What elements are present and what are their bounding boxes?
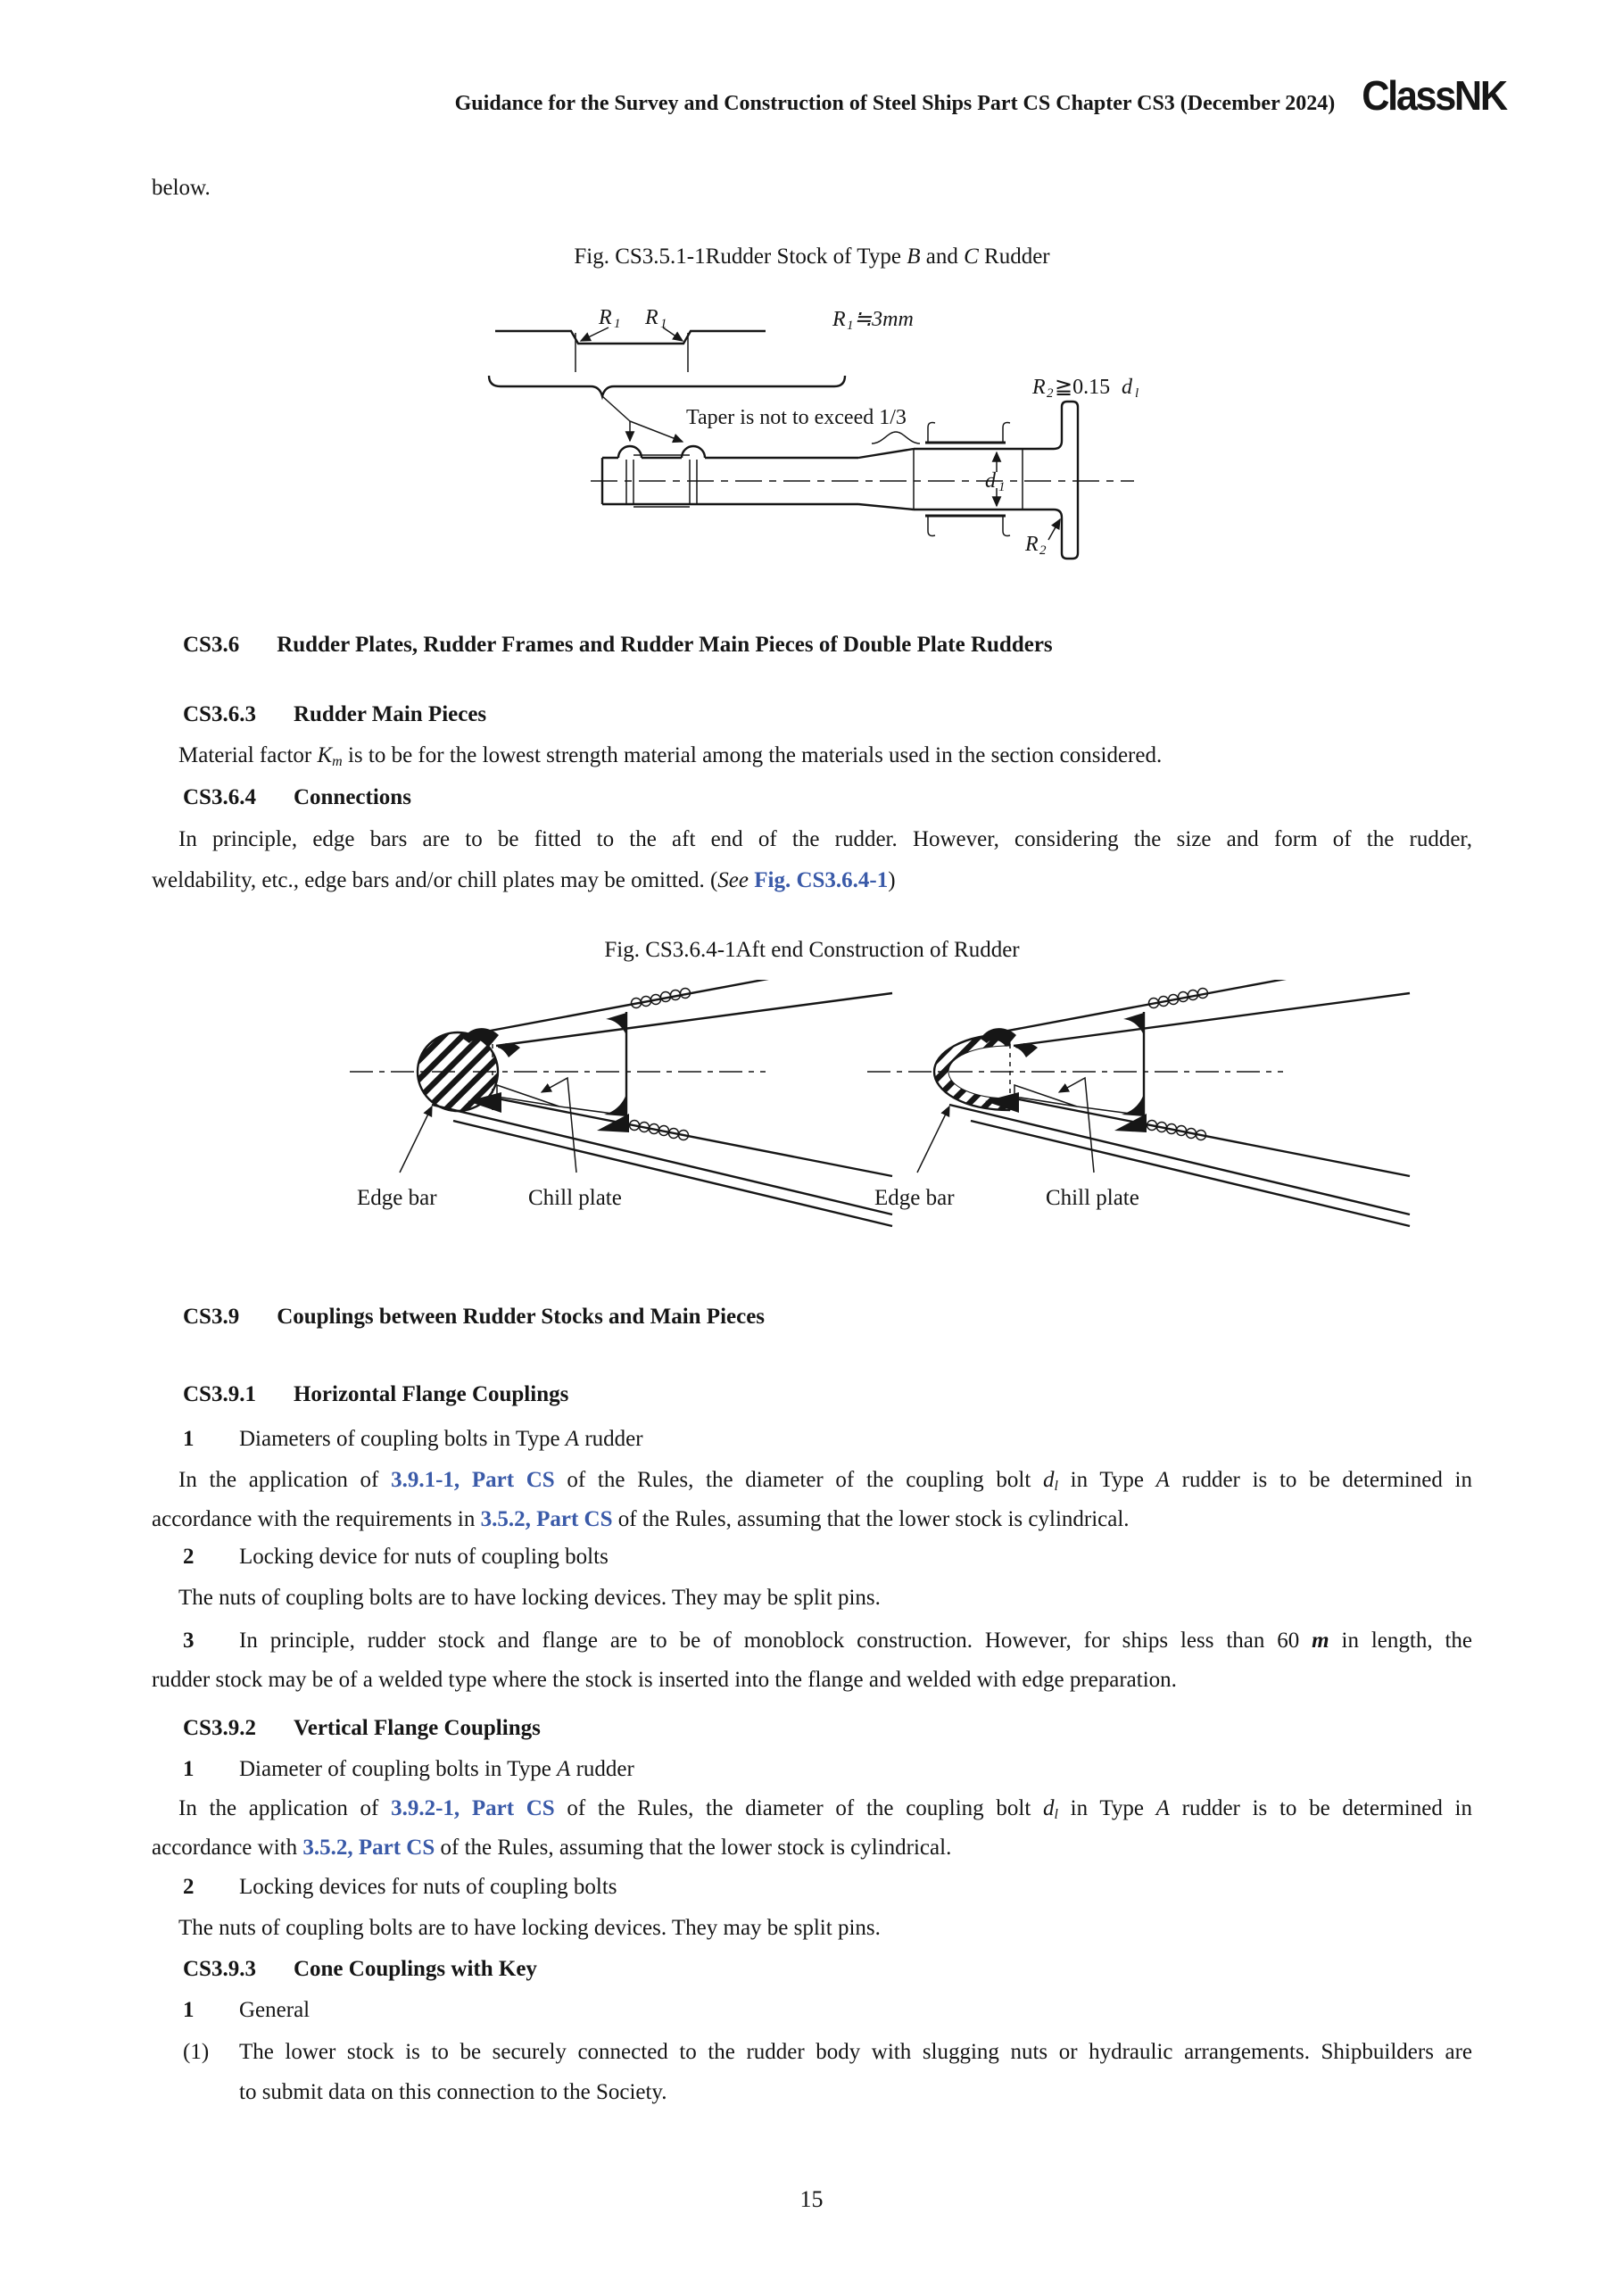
edge-bar-label: Edge bar — [874, 1186, 955, 1210]
list-item — [152, 1990, 1472, 2031]
text-run: and — [920, 245, 965, 269]
aft-end-diagram-left — [350, 980, 892, 1226]
list-item — [152, 1620, 1472, 1662]
item-number: (1) — [183, 2040, 210, 2064]
text-run: Diameter of coupling bolts in Type — [239, 1757, 558, 1781]
text-run: accordance with — [152, 1836, 303, 1860]
text-run: of the Rules, the diameter of the coupling bolt — [554, 1796, 1043, 1820]
text-run: A — [565, 1427, 580, 1451]
r1-label-left: R — [599, 306, 612, 329]
heading-cs3-9 — [183, 1297, 765, 1338]
text-run: accordance with the requirements in — [152, 1507, 481, 1531]
text-run: of the Rules, the diameter of the coupling bolt — [554, 1468, 1043, 1492]
heading-cs3-6-3 — [183, 694, 486, 735]
aft-end-diagram-right — [867, 980, 1410, 1226]
section-title: Vertical Flange Couplings — [293, 1716, 541, 1740]
text-run: Locking devices for nuts of coupling bolts — [239, 1875, 617, 1899]
coupling-flange — [1062, 402, 1078, 559]
text-run: In principle, edge bars are to be fitted to the aft end of the rudder. However, considering the size and form of the rudder, — [178, 827, 1472, 851]
text-run: rudder stock may be of a welded type where the stock is inserted into the flange and welded with edge preparation. — [152, 1668, 1177, 1692]
text-run: General — [239, 1998, 311, 2022]
text-run: C — [964, 245, 979, 269]
heading-cs3-9-3 — [183, 1949, 537, 1990]
section-title: Couplings between Rudder Stocks and Main Pieces — [277, 1305, 766, 1329]
cross-reference-link[interactable]: 3.5.2, Part CS — [480, 1507, 613, 1531]
weld-bead-lower — [1147, 1121, 1206, 1140]
section-title: Rudder Plates, Rudder Frames and Rudder Main Pieces of Double Plate Rudders — [277, 633, 1053, 657]
section-number: CS3.9.3 — [183, 1957, 256, 1981]
paragraph-line — [152, 1908, 1472, 1949]
paragraph-material-factor — [152, 735, 1472, 783]
svg-text:d: d — [985, 469, 996, 493]
cross-reference-link[interactable]: Fig. CS3.6.4-1 — [754, 868, 889, 892]
item-number: 2 — [183, 1875, 195, 1899]
paragraph-line — [152, 1828, 1472, 1869]
item-text — [239, 2040, 1472, 2064]
text-run: In the application of — [178, 1468, 392, 1492]
text-run: In the application of — [178, 1796, 392, 1820]
text-run: The nuts of coupling bolts are to have locking devices. They may be split pins. — [178, 1916, 881, 1940]
r1-arrow-right — [663, 327, 683, 341]
edge-bar-arrow — [400, 1107, 432, 1173]
text-run: Diameters of coupling bolts in Type — [239, 1427, 566, 1451]
text-run: in Type — [1057, 1468, 1156, 1492]
text-run: of the Rules, assuming that the lower stock is cylindrical. — [435, 1836, 952, 1860]
item-text — [239, 1427, 643, 1451]
text-run: l — [1054, 1807, 1058, 1822]
svg-text:1: 1 — [847, 319, 854, 333]
list-item — [152, 1749, 1472, 1790]
r1-arrow-left — [581, 327, 609, 341]
edge-bar-arrow — [917, 1107, 949, 1173]
svg-text:≧0.15: ≧0.15 — [1055, 376, 1111, 399]
figure2-caption: Fig. CS3.6.4-1Aft end Construction of Rudder — [604, 938, 1020, 962]
text-run: m — [332, 754, 343, 769]
text-run: Rudder Stock of Type — [705, 245, 907, 269]
item-text — [239, 1757, 634, 1781]
figure1-caption — [152, 236, 1472, 278]
figure-aft-end-construction — [339, 980, 1445, 1243]
text-run: In principle, rudder stock and flange are to be of monoblock construction. However, for ships less than 60 — [239, 1629, 1312, 1653]
cross-reference-link[interactable]: 3.9.1-1, Part CS — [391, 1468, 555, 1492]
chill-plate-arrow — [1059, 1078, 1094, 1173]
text-run: in Type — [1057, 1796, 1156, 1820]
text-run: Rudder — [978, 245, 1050, 269]
section-title: Connections — [293, 785, 411, 809]
item-number: 2 — [183, 1545, 195, 1569]
chill-plate-label: Chill plate — [528, 1186, 622, 1210]
list-item — [152, 1419, 1472, 1460]
text-run: d — [1042, 1468, 1055, 1492]
text-run: ) — [888, 868, 896, 892]
text-run: A — [557, 1757, 571, 1781]
paragraph-line — [152, 1578, 1472, 1619]
text-run: A — [1155, 1468, 1170, 1492]
paragraph-line — [152, 1660, 1472, 1701]
text-run: rudder — [570, 1757, 634, 1781]
item-number: 1 — [183, 1427, 195, 1451]
item-text — [239, 1629, 1472, 1653]
text-run: weldability, etc., edge bars and/or chill plates may be omitted. ( — [152, 868, 718, 892]
svg-text:R: R — [832, 308, 846, 331]
d1-dimension — [985, 452, 1006, 506]
text-run: d — [1042, 1796, 1055, 1820]
paragraph-connections-line1 — [152, 819, 1472, 860]
r2-fillet-callout — [1024, 519, 1060, 558]
taper-note: Taper is not to exceed 1/3 — [686, 406, 907, 429]
text-run: is to be for the lowest strength material among the materials used in the section considered. — [342, 743, 1163, 767]
heading-cs3-6-4 — [183, 777, 411, 818]
heading-cs3-6 — [183, 625, 1053, 666]
svg-text:2: 2 — [1039, 543, 1047, 558]
section-number: CS3.6.4 — [183, 785, 256, 809]
svg-text:l: l — [1135, 386, 1139, 401]
weld-bead-upper — [632, 989, 691, 1008]
page-number: 15 — [799, 2186, 824, 2212]
r2-min-label — [1031, 376, 1139, 401]
svg-text:1: 1 — [998, 480, 1006, 494]
chill-plate-label: Chill plate — [1046, 1186, 1139, 1210]
text-run: Material factor — [178, 743, 318, 767]
running-head: Guidance for the Survey and Construction of Steel Ships Part CS Chapter CS3 (December 2024) — [454, 92, 1336, 115]
classnk-logo: ClassNK — [1362, 72, 1506, 119]
text-run: rudder is to be determined in — [1169, 1796, 1472, 1820]
list-item — [152, 1867, 1472, 1908]
item-number: 3 — [183, 1629, 195, 1653]
text-run: rudder is to be determined in — [1169, 1468, 1472, 1492]
taper-brace — [872, 432, 920, 443]
svg-text:2: 2 — [1047, 386, 1054, 401]
cross-reference-link[interactable]: 3.5.2, Part CS — [302, 1836, 435, 1860]
text-run: A — [1155, 1796, 1170, 1820]
section-number: CS3.9.1 — [183, 1382, 256, 1406]
item-text — [239, 1875, 617, 1899]
list-item — [152, 1537, 1472, 1578]
paragraph-line — [152, 2072, 1472, 2113]
edge-bar-label: Edge bar — [357, 1186, 437, 1210]
liner-marks — [925, 423, 1010, 536]
section-title: Rudder Main Pieces — [293, 702, 487, 726]
r1-sub-right: 1 — [660, 317, 667, 331]
section-number: CS3.6 — [183, 633, 240, 657]
paragraph-line — [152, 1499, 1472, 1540]
text-run: See — [717, 868, 749, 892]
svg-text:R: R — [1032, 376, 1046, 399]
text-run: rudder — [579, 1427, 643, 1451]
heading-cs3-9-1 — [183, 1374, 568, 1415]
svg-text:≒3mm: ≒3mm — [854, 308, 914, 331]
section-number: CS3.9 — [183, 1305, 240, 1329]
text-run: to submit data on this connection to the Society. — [239, 2080, 667, 2104]
item-number: 1 — [183, 1757, 195, 1781]
section-number: CS3.9.2 — [183, 1716, 256, 1740]
text-run: K — [317, 743, 333, 767]
weld-bead-lower — [630, 1121, 689, 1140]
text-run: of the Rules, assuming that the lower stock is cylindrical. — [612, 1507, 1130, 1531]
text-run: Locking device for nuts of coupling bolts — [239, 1545, 609, 1569]
r1-label-right: R — [645, 306, 658, 329]
text-run: Fig. CS3.5.1-1 — [574, 245, 706, 269]
text-run: The lower stock is to be securely connected to the rudder body with slugging nuts or hydraulic arrangements. Shipbuilders are — [239, 2040, 1472, 2064]
text-run: m — [1312, 1629, 1329, 1653]
text-run: B — [907, 245, 921, 269]
item-text — [239, 1545, 609, 1569]
text-run: The nuts of coupling bolts are to have locking devices. They may be split pins. — [178, 1586, 881, 1610]
chill-plate-arrow — [542, 1078, 576, 1173]
r1-value-note — [832, 308, 914, 333]
list-item — [152, 2032, 1472, 2073]
page-header — [455, 71, 1506, 120]
text-run: l — [1054, 1479, 1058, 1494]
intro-line: below. — [152, 176, 211, 200]
svg-text:d: d — [1122, 376, 1132, 399]
item-text — [239, 1998, 310, 2022]
item-number: 1 — [183, 1998, 195, 2022]
section-title: Horizontal Flange Couplings — [293, 1382, 569, 1406]
section-title: Cone Couplings with Key — [293, 1957, 537, 1981]
groove-detail-view — [495, 306, 766, 372]
text-run: in length, the — [1329, 1629, 1472, 1653]
heading-cs3-9-2 — [183, 1708, 541, 1749]
cross-reference-link[interactable]: 3.9.2-1, Part CS — [391, 1796, 555, 1820]
weld-bead-upper — [1149, 989, 1208, 1008]
svg-text:R: R — [1025, 533, 1039, 556]
figure-rudder-stock-drawing — [486, 297, 1245, 601]
r1-sub-left: 1 — [614, 317, 621, 331]
paragraph-connections-line2 — [152, 860, 1472, 901]
section-number: CS3.6.3 — [183, 702, 256, 726]
